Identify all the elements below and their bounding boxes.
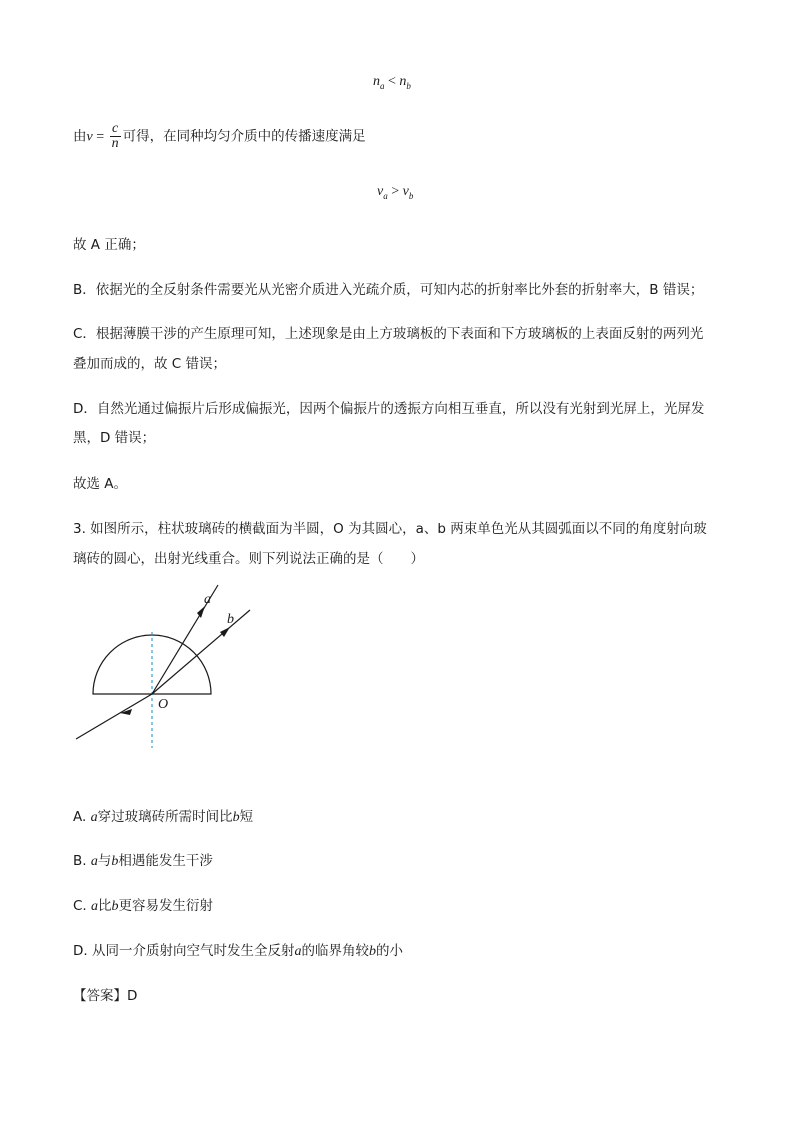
equation-refractive-index: $n_a < n_b$ — [373, 74, 411, 91]
para-d-line1: D．自然光通过偏振片后形成偏振光，因两个偏振片的透振方向相互垂直，所以没有光射到光屏上，光屏发 — [73, 401, 705, 417]
option-d: D. 从同一介质射向空气时发生全反射a的临界角较b的小 — [73, 943, 403, 959]
para-c-line1: C．根据薄膜干涉的产生原理可知，上述现象是由上方玻璃板的下表面和下方玻璃板的上表面反射的两列光 — [73, 326, 704, 342]
para-c-line2: 叠加而成的，故 C 错误； — [73, 356, 227, 372]
para-a-correct: 故 A 正确； — [73, 237, 145, 253]
option-a: A. a穿过玻璃砖所需时间比b短 — [73, 809, 254, 825]
ray-b — [152, 610, 250, 694]
para-b: B．依据光的全反射条件需要光从光密介质进入光疏介质，可知内芯的折射率比外套的折射率大，B 错误； — [73, 282, 704, 298]
label-o: O — [158, 697, 169, 712]
fraction-c-over-n: $\frac{c}{n}$ — [111, 121, 119, 151]
option-c: C. a比b更容易发生衍射 — [73, 898, 214, 914]
label-a: a — [204, 592, 211, 607]
outgoing-ray — [76, 694, 152, 739]
answer-label: 【答案】 — [73, 988, 127, 1004]
equation-velocity: $v_a > v_b$ — [377, 184, 414, 201]
velocity-formula-line: 由v = $\frac{c}{n}$ 可得，在同种均匀介质中的传播速度满足 — [73, 121, 366, 151]
semicircle-glass-figure — [60, 580, 280, 760]
ray-b-arrow — [220, 627, 230, 637]
label-b: b — [227, 612, 234, 627]
option-b: B. a与b相遇能发生干涉 — [73, 853, 213, 869]
question-3-line2: 璃砖的圆心，出射光线重合。则下列说法正确的是（ ） — [73, 551, 424, 567]
para-choose: 故选 A。 — [73, 476, 128, 492]
answer-line — [73, 984, 137, 1004]
question-3-line1: 3. 如图所示，柱状玻璃砖的横截面为半圆，O 为其圆心，a、b 两束单色光从其圆弧面以不同的角度射向玻 — [73, 521, 707, 537]
para-d-line2: 黑，D 错误； — [73, 430, 156, 446]
answer-value: D — [127, 988, 138, 1004]
